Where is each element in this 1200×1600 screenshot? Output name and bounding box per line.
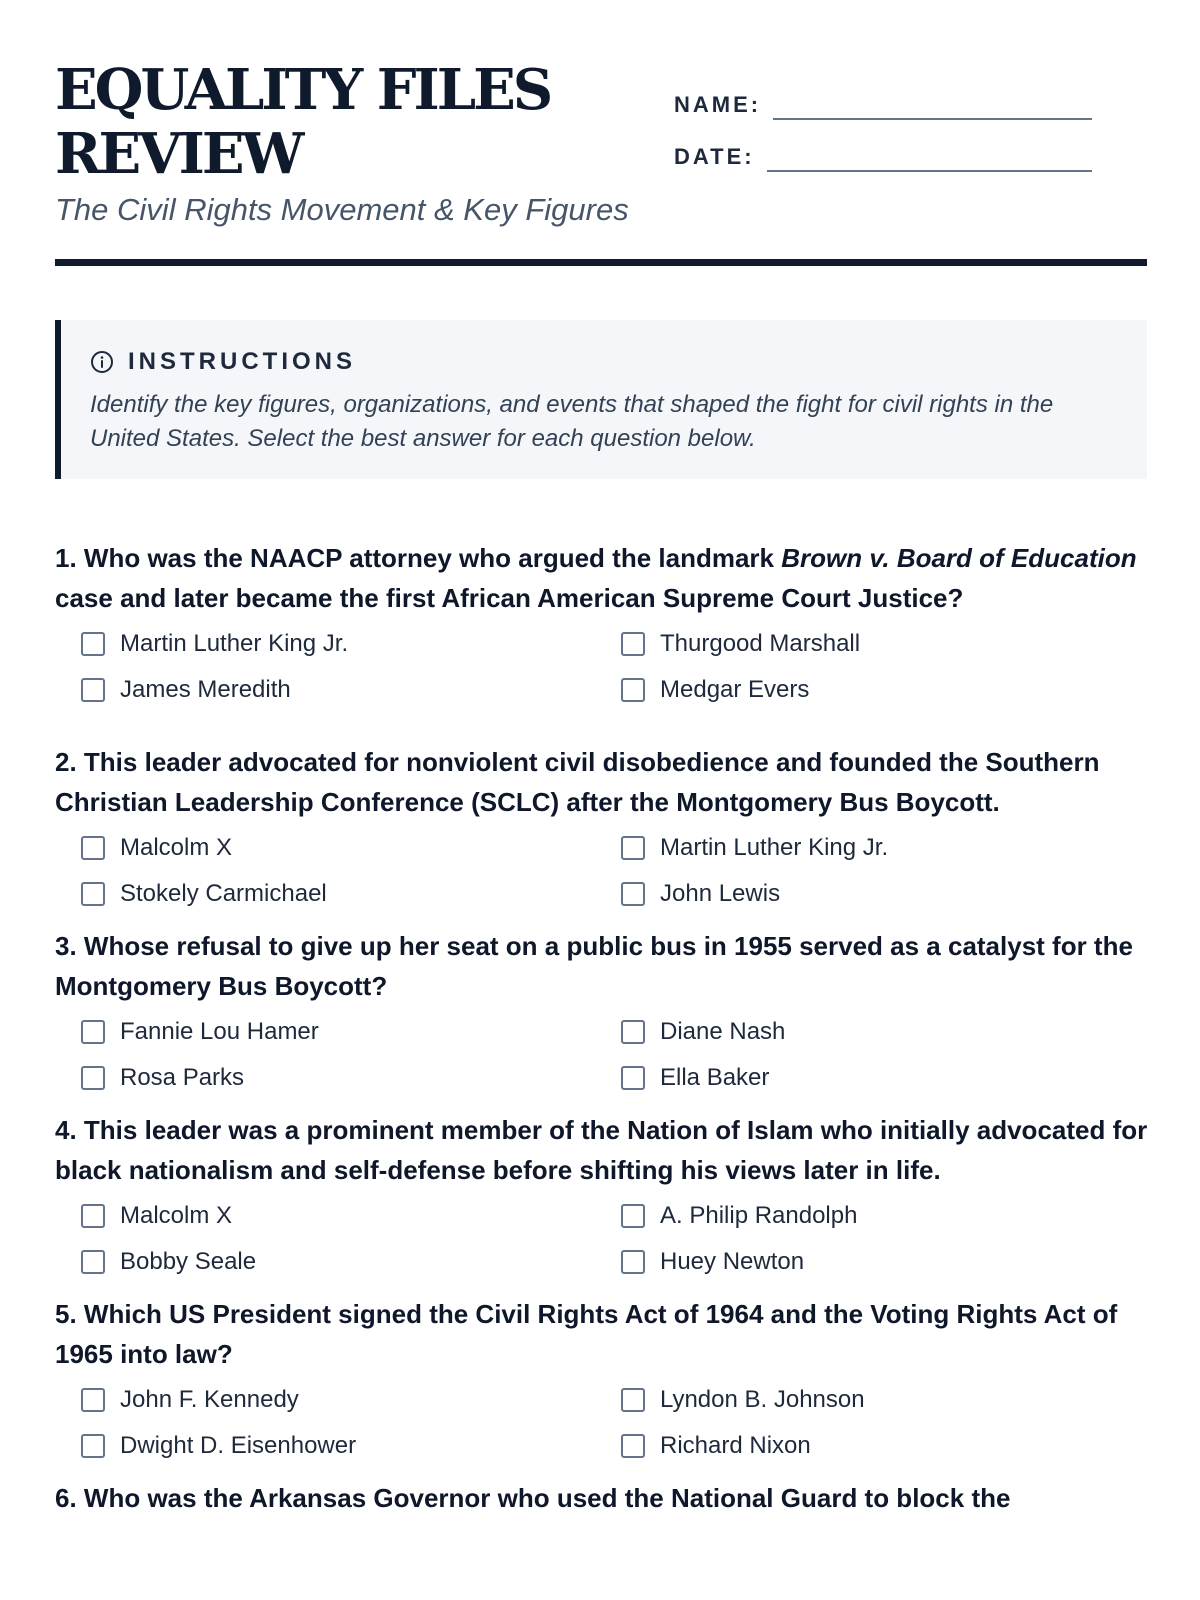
question-text [55, 538, 1165, 618]
name-label: NAME: [674, 92, 762, 117]
answer-option[interactable] [621, 876, 1161, 912]
option-label: Fannie Lou Hamer [120, 1018, 319, 1045]
answer-option[interactable] [621, 1382, 1161, 1418]
checkbox[interactable] [621, 1434, 645, 1458]
question-text-part: Whose refusal to give up her seat on a public bus in 1955 served as a catalyst for the Montgomery Bus Boycott? [55, 931, 1133, 1001]
option-label: Malcolm X [120, 1202, 233, 1229]
info-icon [90, 350, 114, 374]
question-number: 5. [55, 1299, 77, 1329]
option-label: Martin Luther King Jr. [660, 834, 889, 861]
checkbox[interactable] [621, 1250, 645, 1274]
question-4 [55, 1110, 1165, 1280]
checkbox[interactable] [81, 882, 105, 906]
page-title: EQUALITY FILES REVIEW [55, 57, 551, 187]
answer-option[interactable] [621, 1244, 1161, 1280]
question-number: 2. [55, 747, 77, 777]
question-number: 6. [55, 1483, 77, 1513]
answer-option[interactable] [81, 626, 621, 662]
question-text-part: This leader was a prominent member of the Nation of Islam who initially advocated for black nationalism and self-defense before shifting his views later in life. [55, 1115, 1148, 1185]
checkbox[interactable] [621, 1204, 645, 1228]
answer-options [55, 1198, 1165, 1280]
answer-option[interactable] [81, 1014, 621, 1050]
question-text-part: case and later became the first African American Supreme Court Justice? [55, 583, 964, 613]
checkbox[interactable] [621, 836, 645, 860]
question-text [55, 926, 1165, 1006]
question-5 [55, 1294, 1165, 1464]
answer-option[interactable] [81, 830, 621, 866]
option-label: Ella Baker [660, 1064, 770, 1091]
option-label: Huey Newton [660, 1248, 805, 1275]
answer-option[interactable] [81, 1244, 621, 1280]
answer-option[interactable] [81, 672, 621, 708]
question-number: 3. [55, 931, 77, 961]
name-field[interactable] [674, 86, 1092, 122]
answer-option[interactable] [81, 1060, 621, 1096]
checkbox[interactable] [621, 1066, 645, 1090]
checkbox[interactable] [621, 1020, 645, 1044]
question-text [55, 1110, 1165, 1190]
case-name: Brown v. Board of Education [781, 543, 1137, 573]
question-3 [55, 926, 1165, 1096]
option-label: Stokely Carmichael [120, 880, 327, 907]
checkbox[interactable] [81, 632, 105, 656]
option-label: Martin Luther King Jr. [120, 630, 349, 657]
answer-option[interactable] [621, 830, 1161, 866]
date-label: DATE: [674, 144, 755, 169]
instructions-heading-text: INSTRUCTIONS [128, 348, 356, 375]
answer-option[interactable] [621, 1198, 1161, 1234]
instructions-heading [90, 348, 1087, 376]
option-label: James Meredith [120, 676, 291, 703]
name-line[interactable] [773, 118, 1092, 120]
date-line[interactable] [767, 170, 1092, 172]
answer-options [55, 1014, 1165, 1096]
instructions-text: Identify the key figures, organizations, and events that shaped the fight for civil rights in the United States. Select the best answer for each question below. [90, 391, 1054, 452]
question-text [55, 742, 1165, 822]
question-2 [55, 742, 1165, 912]
question-text [55, 1478, 1165, 1518]
option-label: Richard Nixon [660, 1432, 811, 1459]
checkbox[interactable] [81, 1250, 105, 1274]
checkbox[interactable] [81, 1020, 105, 1044]
option-label: John Lewis [660, 880, 781, 907]
date-field[interactable] [674, 138, 1092, 174]
option-label: Rosa Parks [120, 1064, 245, 1091]
checkbox[interactable] [81, 836, 105, 860]
checkbox[interactable] [81, 1204, 105, 1228]
page-subtitle: The Civil Rights Movement & Key Figures [55, 192, 629, 227]
answer-option[interactable] [621, 672, 1161, 708]
checkbox[interactable] [81, 1434, 105, 1458]
answer-option[interactable] [621, 1428, 1161, 1464]
checkbox[interactable] [621, 632, 645, 656]
answer-option[interactable] [621, 626, 1161, 662]
student-fields [674, 86, 1092, 190]
answer-option[interactable] [81, 1428, 621, 1464]
option-label: Bobby Seale [120, 1248, 257, 1275]
question-text [55, 1294, 1165, 1374]
question-number: 4. [55, 1115, 77, 1145]
answer-option[interactable] [81, 1382, 621, 1418]
question-number: 1. [55, 543, 77, 573]
checkbox[interactable] [81, 678, 105, 702]
answer-option[interactable] [81, 1198, 621, 1234]
question-6 [55, 1478, 1165, 1518]
answer-option[interactable] [81, 876, 621, 912]
option-label: Thurgood Marshall [660, 630, 861, 657]
answer-options [55, 830, 1165, 912]
option-label: A. Philip Randolph [660, 1202, 858, 1229]
option-label: Dwight D. Eisenhower [120, 1432, 357, 1459]
answer-option[interactable] [621, 1014, 1161, 1050]
questions-list [55, 538, 1165, 1532]
question-text-part: Which US President signed the Civil Rights Act of 1964 and the Voting Rights Act of 1965 into law? [55, 1299, 1118, 1369]
question-text-part: Who was the Arkansas Governor who used the National Guard to block the [83, 1483, 1011, 1513]
question-text-part: Who was the NAACP attorney who argued the landmark [83, 543, 774, 573]
header-divider [55, 259, 1147, 266]
question-text-part: This leader advocated for nonviolent civil disobedience and founded the Southern Christian Leadership Conference (SCLC) after the Montgomery Bus Boycott. [55, 747, 1100, 817]
option-label: Medgar Evers [660, 676, 810, 703]
instructions-box [55, 320, 1147, 479]
answer-option[interactable] [621, 1060, 1161, 1096]
checkbox[interactable] [621, 678, 645, 702]
checkbox[interactable] [81, 1066, 105, 1090]
checkbox[interactable] [621, 1388, 645, 1412]
option-label: Lyndon B. Johnson [660, 1386, 865, 1413]
checkbox[interactable] [81, 1388, 105, 1412]
option-label: Diane Nash [660, 1018, 786, 1045]
question-1 [55, 538, 1165, 708]
answer-options [55, 1382, 1165, 1464]
checkbox[interactable] [621, 882, 645, 906]
option-label: Malcolm X [120, 834, 233, 861]
option-label: John F. Kennedy [120, 1386, 299, 1413]
answer-options [55, 626, 1165, 708]
